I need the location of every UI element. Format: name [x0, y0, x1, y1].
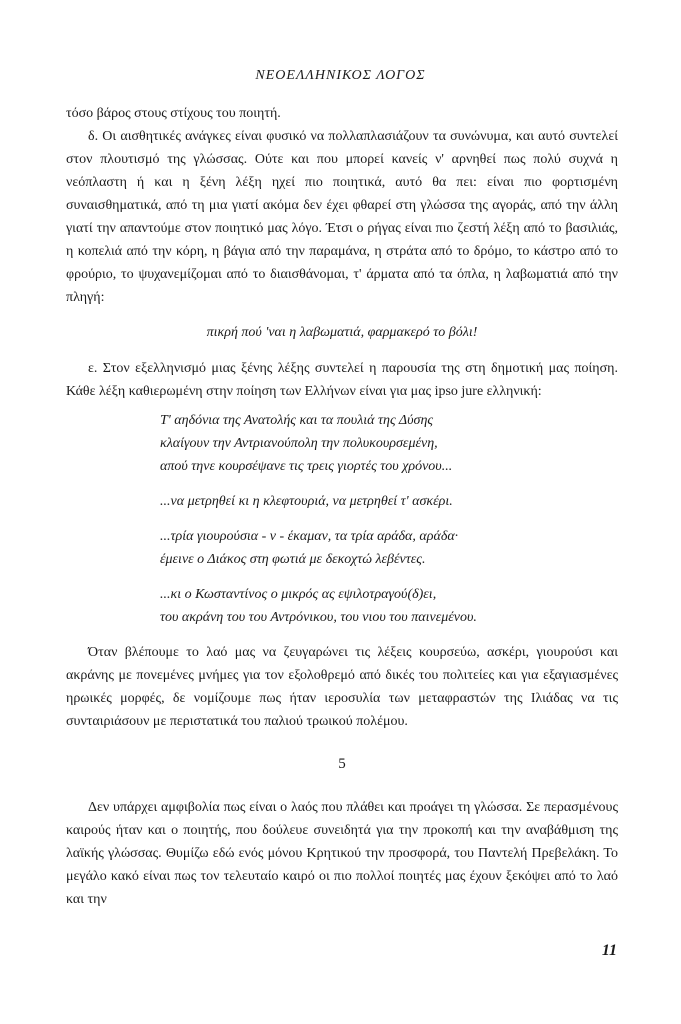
paragraph-after-poem: Όταν βλέπουμε το λαό μας να ζευγαρώνει τις λέξεις κουρσεύω, ασκέρι, γιουρούσι και ακράνης με πονεμένες μνήμες για τον εξολοθρεμό από δικές του πολιτείες και για εξαγιασμένες ηρωικές μορφές, δε νομίζουμε πως ήταν ιεροσυλία των μεταφραστών της Ιλιάδας να τις συνταιριάσουν με περιστατικά του παλιού τρωικού πολέμου. — [66, 645, 618, 729]
verse-quote: πικρή πού 'ναι η λαβωματιά, φαρμακερό το βόλι! — [206, 325, 478, 340]
running-header: ΝΕΟΕΛΛΗΝΙΚΟΣ ΛΟΓΟΣ — [255, 68, 426, 83]
poem-line: του ακράνη του του Αντρόνικου, του νιου του παινεμένου. — [160, 610, 477, 625]
page-number: 11 — [601, 942, 617, 959]
section-number: 5 — [338, 756, 346, 772]
poem-line: απού τηνε κουρσέψανε τις τρεις γιορτές του χρόνου... — [160, 459, 453, 474]
page-body — [66, 102, 618, 911]
poem-line: κλαίγουν την Αντριανούπολη την πολυκουρσεμένη, — [160, 436, 438, 451]
poem-stanza — [160, 409, 618, 478]
poem-line: έμεινε ο Διάκος στη φωτιά με δεκοχτώ λεβέντες. — [160, 552, 426, 567]
poem-stanza — [160, 490, 618, 513]
paragraph-d: δ. Οι αισθητικές ανάγκες είναι φυσικό να πολλαπλασιάζουν τα συνώνυμα, και αυτό συντελεί στον πλουτισμό της γλώσσας. Ούτε και που μπορεί κανείς ν' αρνηθεί πως πολύ συχνά η νεόπλαστη ή και η ξένη λέξη ηχεί πιο ποιητικά, αυτό θα πει: είναι πιο φορτισμένη συναισθηματικά, από τη μια γιατί ακόμα δεν έχει φθαρεί στη γλώσσα της αγοράς, από την άλλη γιατί την απαντούμε στον ποιητικό μας λόγο. Έτσι ο ρήγας είναι πιο ζεστή λέξη από το βασιλιάς, η κοπελιά από την κόρη, η βάγια από την παραμάνα, η στράτα από το δρόμο, το κάστρο από το φρούριο, το ψυχανεμίζομαι από το διαισθάνομαι, τ' άρματα από τα όπλα, η λαβωματιά από την πληγή: — [66, 129, 618, 305]
paragraph-section-5: Δεν υπάρχει αμφιβολία πως είναι ο λαός που πλάθει και προάγει τη γλώσσα. Σε περασμένους καιρούς ήταν και ο ποιητής, που δούλευε συνειδητά για την προκοπή και την αναβάθμιση της λαϊκής γλώσσας. Θυμίζω εδώ ενός μόνου Κρητικού την προσφορά, του Παντελή Πρεβελάκη. Το μεγάλο κακό είναι πως τον τελευταίο καιρό οι πιο πολλοί ποιητές μας έχουν ξεκόψει από το λαό και την — [66, 800, 618, 907]
folk-poem-quotation — [160, 409, 618, 629]
poem-line: ...τρία γιουρούσια - ν - έκαμαν, τα τρία αράδα, αράδα· — [160, 529, 459, 544]
poem-line: Τ' αηδόνια της Ανατολής και τα πουλιά της Δύσης — [160, 413, 434, 428]
poem-stanza — [160, 583, 618, 629]
paragraph-e: ε. Στον εξελληνισμό μιας ξένης λέξης συντελεί η παρουσία της στη δημοτική μας ποίηση. Κάθε λέξη καθιερωμένη στην ποίηση των Ελλήνων είναι για μας ipso jure ελληνική: — [66, 361, 618, 399]
poem-stanza — [160, 525, 618, 571]
poem-line: ...κι ο Κωσταντίνος ο μικρός ας εψιλοτραγού(δ)ει, — [160, 587, 437, 602]
poem-line: ...να μετρηθεί κι η κλεφτουριά, να μετρηθεί τ' ασκέρι. — [160, 494, 453, 509]
paragraph-continuation: τόσο βάρος στους στίχους του ποιητή. — [66, 106, 281, 121]
